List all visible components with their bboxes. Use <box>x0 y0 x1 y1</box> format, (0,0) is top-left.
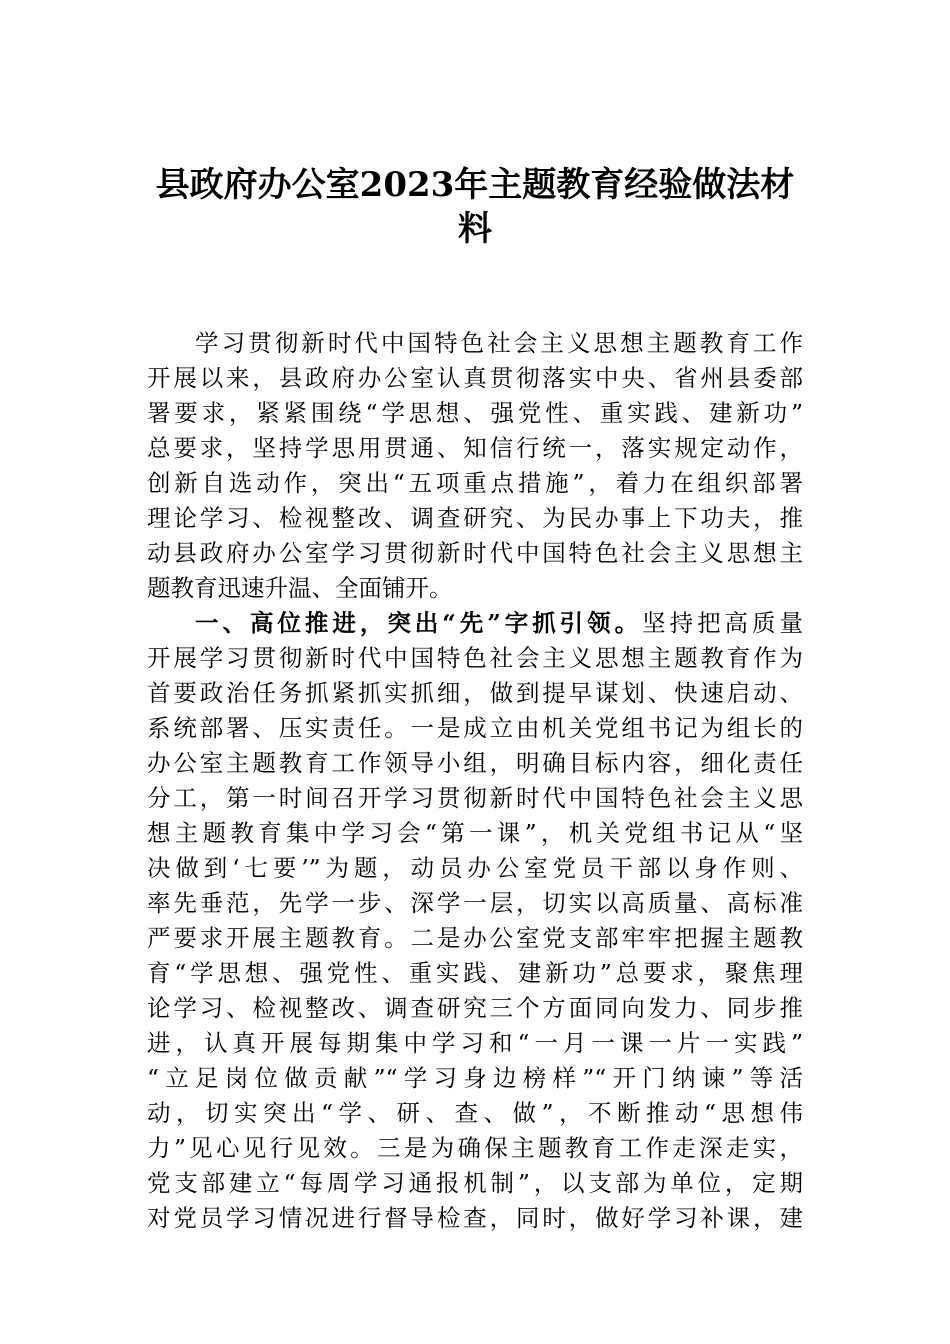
section-1-heading: 一、高位推进，突出“先”字抓引领。 <box>195 609 643 637</box>
paragraph-2-line-18: 对党员学习情况进行督导检查，同时，做好学习补课，建 <box>147 1204 803 1232</box>
paragraph-2-line-7: 想主题教育集中学习会“第一课”，机关党组书记从“坚 <box>147 819 803 847</box>
paragraph-2-line-1-text: 坚持把高质量 <box>642 609 804 637</box>
paragraph-2-line-17: 党支部建立“每周学习通报机制”，以支部为单位，定期 <box>147 1169 803 1197</box>
document-title-line-1: 县政府办公室2023年主题教育经验做法材 <box>155 165 795 205</box>
paragraph-1-line-7: 动县政府办公室学习贯彻新时代中国特色社会主义思想主 <box>147 539 803 567</box>
paragraph-1-line-5: 创新自选动作，突出“五项重点措施”，着力在组织部署 <box>147 469 803 497</box>
paragraph-1-line-3: 署要求，紧紧围绕“学思想、强党性、重实践、建新功” <box>147 399 803 427</box>
paragraph-2-line-8: 决做到‘七要’”为题，动员办公室党员干部以身作则、 <box>147 854 803 882</box>
paragraph-2-line-12: 论学习、检视整改、调查研究三个方面同向发力、同步推 <box>147 994 803 1022</box>
paragraph-2-line-15: 动，切实突出“学、研、查、做”，不断推动“思想伟 <box>147 1099 803 1127</box>
paragraph-2-line-1 <box>195 606 803 640</box>
paragraph-2-line-9: 率先垂范，先学一步、深学一层，切实以高质量、高标准 <box>147 889 803 917</box>
paragraph-2-line-3: 首要政治任务抓紧抓实抓细，做到提早谋划、快速启动、 <box>147 679 803 707</box>
paragraph-2-line-4: 系统部署、压实责任。一是成立由机关党组书记为组长的 <box>147 714 803 742</box>
paragraph-2-line-14: “立足岗位做贡献”“学习身边榜样”“开门纳谏”等活 <box>147 1064 803 1092</box>
paragraph-2-line-2: 开展学习贯彻新时代中国特色社会主义思想主题教育作为 <box>147 644 803 672</box>
paragraph-1-line-1: 学习贯彻新时代中国特色社会主义思想主题教育工作 <box>195 329 803 357</box>
paragraph-1-line-6: 理论学习、检视整改、调查研究、为民办事上下功夫，推 <box>147 504 803 532</box>
paragraph-2-line-6: 分工，第一时间召开学习贯彻新时代中国特色社会主义思 <box>147 784 803 812</box>
paragraph-2-line-5: 办公室主题教育工作领导小组，明确目标内容，细化责任 <box>147 749 803 777</box>
paragraph-2-line-16: 力”见心见行见效。三是为确保主题教育工作走深走实， <box>147 1134 803 1162</box>
paragraph-2-line-10: 严要求开展主题教育。二是办公室党支部牢牢把握主题教 <box>147 924 803 952</box>
paragraph-1-line-4: 总要求，坚持学思用贯通、知信行统一，落实规定动作， <box>147 434 803 462</box>
paragraph-2-line-11: 育“学思想、强党性、重实践、建新功”总要求，聚焦理 <box>147 959 803 987</box>
paragraph-2-line-13: 进，认真开展每期集中学习和“一月一课一片一实践” <box>147 1029 803 1057</box>
paragraph-1-line-8: 题教育迅速升温、全面铺开。 <box>147 574 453 602</box>
paragraph-1-line-2: 开展以来，县政府办公室认真贯彻落实中央、省州县委部 <box>147 364 803 392</box>
document-title-line-2: 料 <box>458 209 492 249</box>
